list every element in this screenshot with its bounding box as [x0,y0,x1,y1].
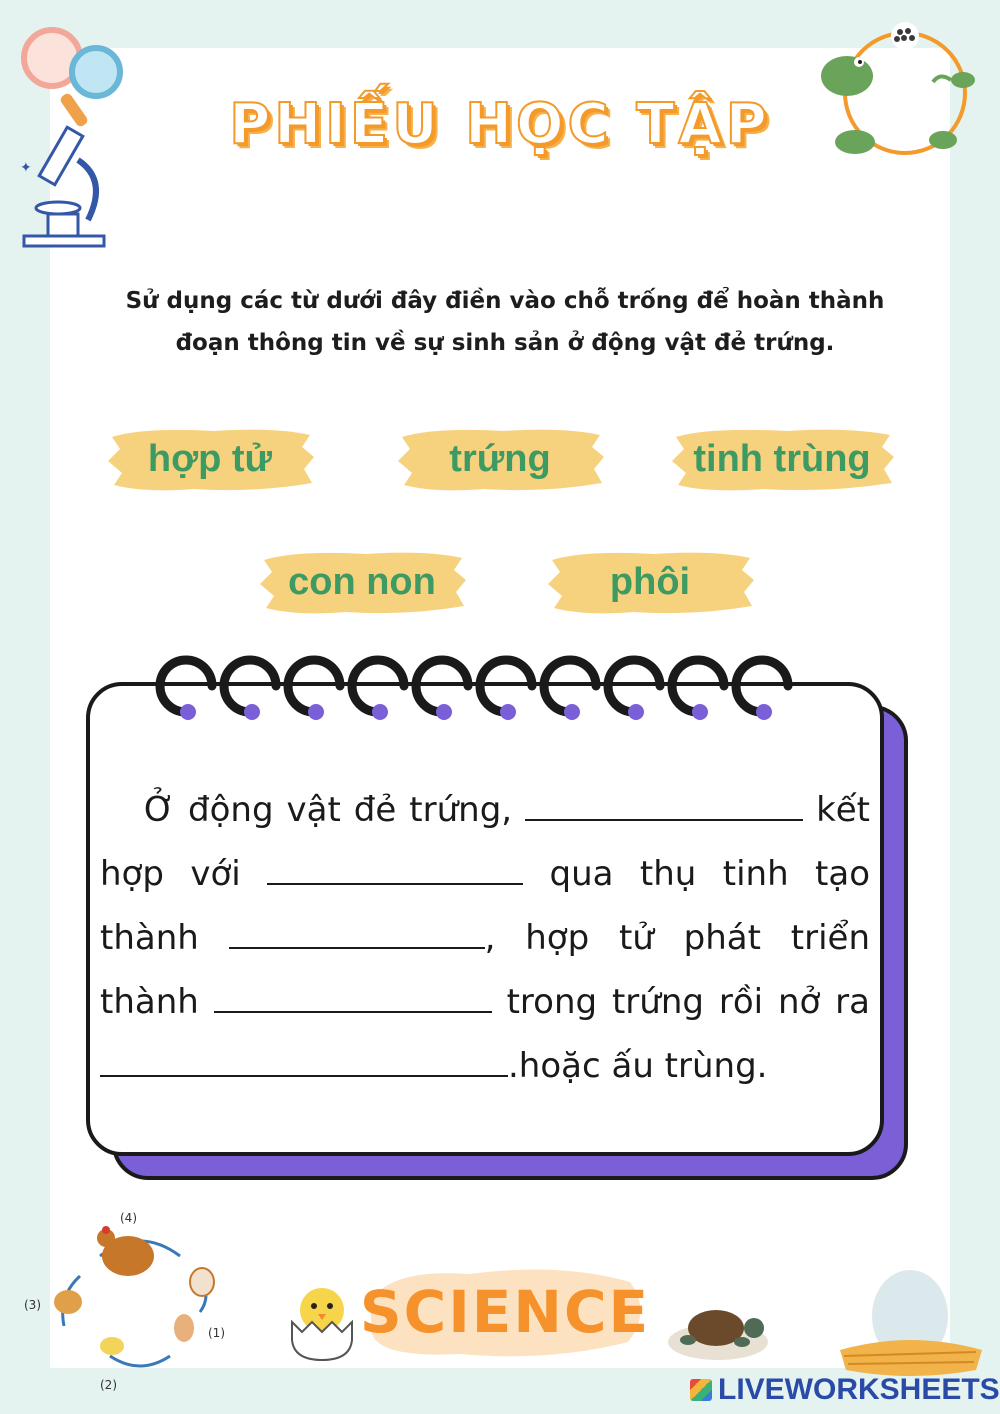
blank-2[interactable] [267,849,523,885]
cycle-label-4: (4) [120,1211,137,1225]
word-chip-label: hợp tử [147,437,273,480]
passage-text: trong trứng rồi nở ra [491,982,870,1022]
page-title: PHIẾU HỌC TẬP [229,92,771,157]
svg-text:✦: ✦ [20,160,32,176]
cycle-label-2: (2) [100,1378,117,1392]
passage-text: kết hợp với [100,790,871,894]
passage-text: Ở động vật đẻ trứng, [144,790,526,830]
liveworksheets-logo-icon [690,1379,712,1401]
word-chip-label: trứng [449,437,551,480]
word-chip-label: tinh trùng [693,437,871,480]
word-chip-trung[interactable] [394,423,606,495]
blank-1[interactable] [525,785,803,821]
frog-life-cycle-icon [815,18,975,168]
chick-in-egg-icon [286,1276,358,1362]
science-label: SCIENCE [359,1278,651,1346]
instruction-text: Sử dụng các từ dưới đây điền vào chỗ trống để hoàn thành đoạn thông tin về sự sinh sản ở động vật đẻ trứng. [125,288,885,356]
cycle-label-1: (1) [208,1326,225,1340]
word-chip-hop-tu[interactable] [104,423,316,495]
egg-nest-icon [836,1270,986,1380]
word-chip-label: phôi [609,560,691,603]
blank-3[interactable] [229,913,485,949]
word-chip-phoi[interactable] [544,546,756,618]
fill-in-passage [100,778,870,1098]
blank-4[interactable] [214,977,492,1013]
cycle-label-3: (3) [24,1298,41,1312]
turtle-icon [664,1294,774,1364]
microscope-icon [18,120,118,250]
passage-text: , hợp tử phát triển thành [100,918,870,1022]
watermark-text: LIVEWORKSHEETS [718,1373,1000,1406]
spiral-binding [150,648,810,728]
science-banner [360,1262,650,1362]
passage-text: qua thụ tinh tạo thành [100,854,870,958]
word-chip-label: con non [288,560,436,603]
word-chip-con-non[interactable] [256,546,468,618]
chicken-life-cycle-icon [40,1216,240,1386]
word-chip-tinh-trung[interactable] [668,423,896,495]
passage-text: .hoặc ấu trùng. [508,1046,768,1086]
liveworksheets-watermark [690,1372,1000,1408]
blank-5[interactable] [100,1041,508,1077]
magnifier-icon [10,14,130,134]
